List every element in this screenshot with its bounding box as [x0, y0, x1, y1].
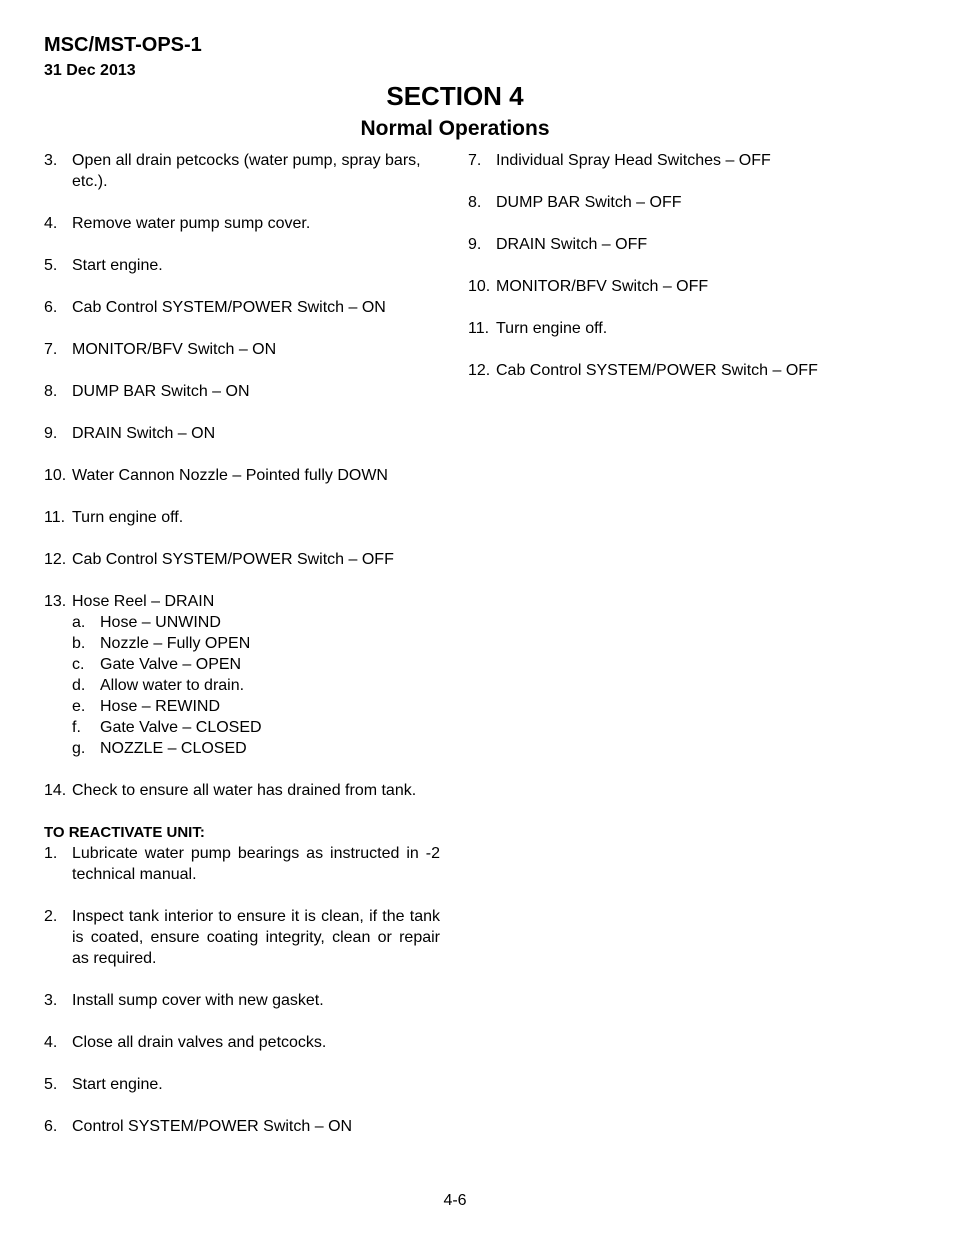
step-item — [468, 150, 908, 171]
step-item — [44, 381, 440, 402]
step-item — [44, 465, 440, 486]
substep-list — [72, 612, 440, 759]
step-item — [44, 213, 440, 234]
step-number: 11. — [468, 320, 490, 337]
step-item-hose-reel — [44, 591, 440, 759]
step-text: Turn engine off. — [496, 320, 608, 337]
section-subtitle: Normal Operations — [360, 117, 550, 140]
substep-letter: a. — [72, 614, 86, 631]
substep-text: Hose – REWIND — [100, 698, 221, 715]
reactivate-step — [44, 1116, 440, 1137]
step-text: Hose Reel – DRAIN — [72, 593, 215, 610]
substep-text: Hose – UNWIND — [100, 614, 221, 631]
step-number: 3. — [44, 152, 58, 169]
step-item — [468, 318, 908, 339]
step-item — [468, 276, 908, 297]
substep-text: Allow water to drain. — [100, 677, 245, 694]
step-text: Water Cannon Nozzle – Pointed fully DOWN — [72, 467, 388, 484]
step-text: Turn engine off. — [72, 509, 184, 526]
step-number: 5. — [44, 257, 58, 274]
substep-item — [72, 717, 440, 738]
step-text: Open all drain petcocks (water pump, spray bars, etc.). — [72, 152, 421, 190]
reactivate-step — [44, 1074, 440, 1095]
step-number: 13. — [44, 593, 67, 610]
section-title: SECTION 4 — [386, 81, 524, 111]
substep-letter: b. — [72, 635, 86, 652]
substep-letter: g. — [72, 740, 86, 757]
substep-text: NOZZLE – CLOSED — [100, 740, 247, 757]
step-number: 4. — [44, 215, 58, 232]
substep-item — [72, 675, 440, 696]
right-column — [468, 150, 908, 402]
step-text: Individual Spray Head Switches – OFF — [496, 152, 771, 169]
reactivate-step — [44, 990, 440, 1011]
step-text: Start engine. — [72, 1076, 163, 1093]
step-number: 10. — [44, 467, 67, 484]
step-text: Start engine. — [72, 257, 163, 274]
step-number: 12. — [468, 362, 491, 379]
substep-letter: e. — [72, 698, 86, 715]
step-number: 1. — [44, 845, 58, 862]
step-text: MONITOR/BFV Switch – ON — [72, 341, 277, 358]
step-text: DRAIN Switch – ON — [72, 425, 216, 442]
step-number: 7. — [44, 341, 58, 358]
reactivate-heading: TO REACTIVATE UNIT: — [44, 824, 205, 841]
substep-text: Gate Valve – OPEN — [100, 656, 242, 673]
reactivate-step — [44, 906, 440, 969]
step-text: DUMP BAR Switch – ON — [72, 383, 250, 400]
step-item — [44, 507, 440, 528]
substep-item — [72, 696, 440, 717]
step-number: 11. — [44, 509, 66, 526]
substep-text: Nozzle – Fully OPEN — [100, 635, 251, 652]
reactivate-step — [44, 843, 440, 885]
step-item — [44, 780, 440, 801]
step-number: 5. — [44, 1076, 58, 1093]
step-text: MONITOR/BFV Switch – OFF — [496, 278, 709, 295]
step-text: Cab Control SYSTEM/POWER Switch – OFF — [72, 551, 394, 568]
step-item — [468, 234, 908, 255]
substep-item — [72, 654, 440, 675]
step-item — [44, 297, 440, 318]
step-number: 4. — [44, 1034, 58, 1051]
step-number: 12. — [44, 551, 67, 568]
step-text: Lubricate water pump bearings as instructed in -2 technical manual. — [72, 845, 440, 883]
step-text: Remove water pump sump cover. — [72, 215, 311, 232]
step-item — [44, 339, 440, 360]
substep-item — [72, 633, 440, 654]
step-number: 8. — [44, 383, 58, 400]
step-number: 8. — [468, 194, 482, 211]
left-column — [44, 150, 440, 1158]
step-number: 9. — [468, 236, 482, 253]
substep-item — [72, 612, 440, 633]
page-number: 4-6 — [443, 1192, 467, 1209]
step-text: Install sump cover with new gasket. — [72, 992, 324, 1009]
substep-text: Gate Valve – CLOSED — [100, 719, 262, 736]
step-text: Cab Control SYSTEM/POWER Switch – OFF — [496, 362, 818, 379]
step-text: Control SYSTEM/POWER Switch – ON — [72, 1118, 353, 1135]
substep-letter: f. — [72, 719, 81, 736]
substep-item — [72, 738, 440, 759]
step-item — [468, 360, 908, 381]
step-text: Close all drain valves and petcocks. — [72, 1034, 327, 1051]
step-item — [44, 255, 440, 276]
step-number: 6. — [44, 1118, 58, 1135]
step-item — [44, 549, 440, 570]
step-number: 3. — [44, 992, 58, 1009]
step-number: 14. — [44, 782, 67, 799]
step-number: 7. — [468, 152, 482, 169]
step-text: DUMP BAR Switch – OFF — [496, 194, 682, 211]
step-number: 6. — [44, 299, 58, 316]
document-code: MSC/MST-OPS-1 — [44, 34, 202, 56]
substep-letter: c. — [72, 656, 85, 673]
step-text: Cab Control SYSTEM/POWER Switch – ON — [72, 299, 386, 316]
step-number: 2. — [44, 908, 58, 925]
step-text: Check to ensure all water has drained from tank. — [72, 782, 417, 799]
step-text: DRAIN Switch – OFF — [496, 236, 648, 253]
step-number: 9. — [44, 425, 58, 442]
step-item — [468, 192, 908, 213]
substep-letter: d. — [72, 677, 86, 694]
reactivate-step — [44, 1032, 440, 1053]
document-date: 31 Dec 2013 — [44, 62, 136, 79]
step-item — [44, 150, 440, 192]
step-number: 10. — [468, 278, 491, 295]
step-item — [44, 423, 440, 444]
step-text: Inspect tank interior to ensure it is clean, if the tank is coated, ensure coating integrity, clean or repair as required. — [72, 908, 440, 967]
